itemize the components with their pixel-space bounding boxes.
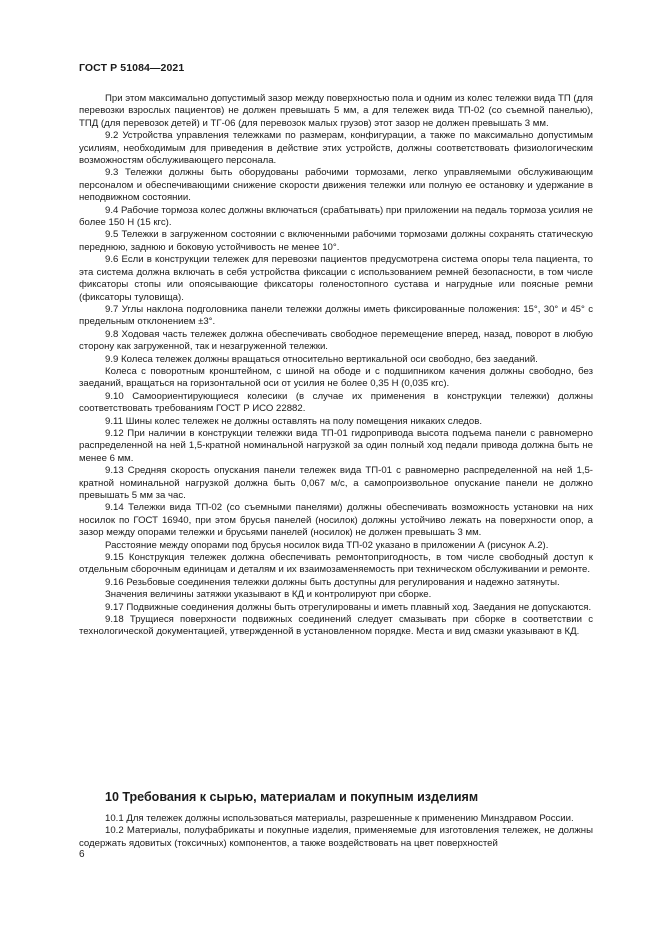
paragraph-10-2: 10.2 Материалы, полуфабрикаты и покупные изделия, применяемые для изготовления тележек, не должны содержать ядовитых (токсичных) компонентов, а также воздействовать на цвет поверхностей xyxy=(79,825,593,849)
paragraph-9-11: 9.11 Шины колес тележек не должны оставлять на полу помещения никаких следов. xyxy=(105,415,482,427)
page-number: 6 xyxy=(79,849,85,860)
paragraph-9-15: 9.15 Конструкция тележек должна обеспечивать ремонтопригодность, в том числе свободный доступ к отдельным сборочным единицам и деталям и их взаимозаменяемость при техническом обслуживании и ремонте. xyxy=(79,552,593,576)
paragraph-9-5: 9.5 Тележки в загруженном состоянии с включенными рабочими тормозами должны сохранять статическую переднюю, заднюю и боковую устойчивость не менее 10°. xyxy=(79,229,593,253)
paragraph-9-18: 9.18 Трущиеся поверхности подвижных соединений следует смазывать при сборке в соответствии с технологической документацией, утвержденной в установленном порядке. Места и вид смазки указывают в КД. xyxy=(79,614,593,638)
paragraph-9-14-note: Расстояние между опорами под брусья носилок вида ТП-02 указано в приложении А (рисунок А.2). xyxy=(105,539,549,551)
paragraph-9-1-continued: При этом максимально допустимый зазор между поверхностью пола и одним из колес тележки вида ТП (для перевозки взрослых пациентов) не должен превышать 5 мм, а для тележек вида ТП-02 (со съемной панелью), ТПД (для перевозок детей) и ТГ-06 (для перевозок малых грузов) этот зазор не должен превышать 3 мм. xyxy=(79,93,593,129)
paragraph-9-3: 9.3 Тележки должны быть оборудованы рабочими тормозами, легко управляемыми обслуживающим персоналом и обеспечивающими снижение скорости движения тележки или полную ее остановку и удержание в неподвижном состоянии. xyxy=(79,167,593,204)
paragraph-10-1: 10.1 Для тележек должны использоваться материалы, разрешенные к применению Минздравом России. xyxy=(105,813,574,824)
paragraph-9-17: 9.17 Подвижные соединения должны быть отрегулированы и иметь плавный ход. Заедания не допускаются. xyxy=(105,601,592,613)
paragraph-9-14: 9.14 Тележки вида ТП-02 (со съемными панелями) должны обеспечивать возможность установки на них носилок по ГОСТ 16940, при этом брусья панелей (носилок) должны устойчиво лежать на поверхности опор, а зазор между опорами тележки и брусьями панелей (носилок) не должен превышать 3 мм. xyxy=(79,502,593,539)
paragraph-9-16-note: Значения величины затяжки указывают в КД и контролируют при сборке. xyxy=(105,589,432,601)
paragraph-9-7: 9.7 Углы наклона подголовника панели тележки должны иметь фиксированные положения: 15°, 30° и 45° с предельным отклонением ±3°. xyxy=(79,303,593,328)
paragraph-9-6: 9.6 Если в конструкции тележек для перевозки пациентов предусмотрена система опоры тела пациента, то эта система должна включать в себя устройства фиксации с использованием ремней безопасности, в том числе фиксаторы стопы или опоясывающие фиксаторы голеностопного сустава и нагрудные или поясные ремни (фиксаторы туловища). xyxy=(79,254,593,303)
paragraph-9-4: 9.4 Рабочие тормоза колес должны включаться (срабатывать) при приложении на педаль тормоза усилия не более 150 Н (15 кгс). xyxy=(79,204,593,229)
section-10-heading: 10 Требования к сырью, материалам и покупным изделиям xyxy=(105,790,479,804)
paragraph-9-2: 9.2 Устройства управления тележками по размерам, конфигурации, а также по максимально допустимым усилиям, необходимым для приведения в действие этих устройств, должны соответствовать физиологическим возможностям обслуживающего персонала. xyxy=(79,130,593,167)
paragraph-9-16: 9.16 Резьбовые соединения тележки должны быть доступны для регулирования и надежно затянуты. xyxy=(105,576,560,588)
paragraph-9-9-note: Колеса с поворотным кронштейном, с шиной на ободе и с подшипником качения должны свободно, без заеданий, вращаться на горизонтальной оси от усилия не более 0,35 Н (0,035 кгс). xyxy=(79,365,593,390)
paragraph-9-10: 9.10 Самоориентирующиеся колесики (в случае их применения в конструкции тележки) должны соответствовать требованиям ГОСТ Р ИСО 22882. xyxy=(79,390,593,415)
document-header: ГОСТ Р 51084—2021 xyxy=(79,62,185,74)
paragraph-9-9: 9.9 Колеса тележек должны вращаться относительно вертикальной оси свободно, без заеданий. xyxy=(105,353,538,365)
paragraph-9-13: 9.13 Средняя скорость опускания панели тележек вида ТП-01 с равномерно распределенной на ней 1,5-кратной номинальной нагрузкой должна быть 0,067 м/с, а самопроизвольное опускание панели не должно превышать 5 мм за час. xyxy=(79,465,593,501)
paragraph-9-8: 9.8 Ходовая часть тележек должна обеспечивать свободное перемещение вперед, назад, поворот в любую сторону как загруженной, так и незагруженной тележки. xyxy=(79,328,593,353)
section-9-body xyxy=(79,93,593,639)
paragraph-9-12: 9.12 При наличии в конструкции тележки вида ТП-01 гидропривода высота подъема панели с равномерно распределенной на ней 1,5-кратной номинальной нагрузкой за один полный ход педали привода должна быть не менее 6 мм. xyxy=(79,427,593,464)
section-10-body xyxy=(79,813,593,850)
